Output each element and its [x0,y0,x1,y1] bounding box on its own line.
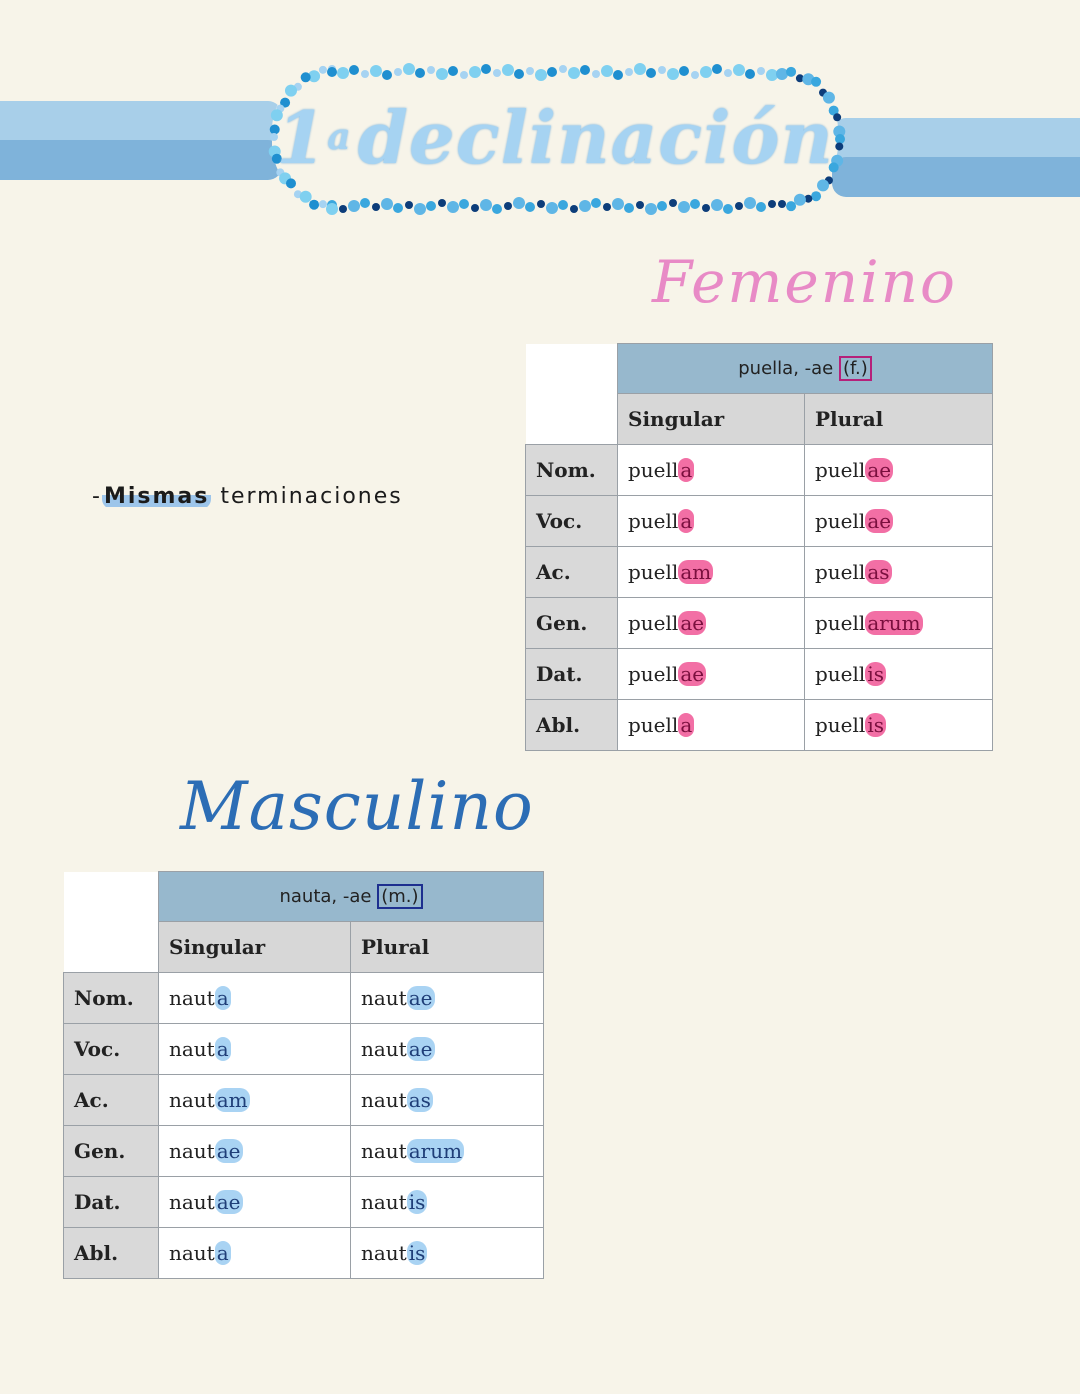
ending-highlight: ae [408,1037,433,1061]
word-stem: puell [815,458,866,482]
word-stem: puell [628,509,679,533]
plural-form [805,700,993,751]
plural-form [351,1228,544,1279]
ending-highlight: arum [408,1139,463,1163]
bead-dot [570,205,578,213]
lemma-header [159,872,544,922]
bead-dot [393,203,403,213]
singular-form [159,1228,351,1279]
bead-dot [723,204,733,214]
case-label: Voc. [526,496,618,547]
word-stem: naut [361,986,407,1010]
plural-form [351,1126,544,1177]
ending-highlight: is [867,713,884,737]
ending-highlight: as [408,1088,431,1112]
gender-tag: (m.) [377,884,422,909]
bead-dot [702,204,710,212]
word-stem: puell [628,611,679,635]
plural-form [351,1024,544,1075]
column-header-singular: Singular [159,922,351,973]
word-stem: naut [361,1190,407,1214]
word-stem: puell [815,611,866,635]
ending-highlight: ae [680,611,705,635]
endings-note [92,484,403,509]
bead-dot [326,203,338,215]
lemma-header [618,344,993,394]
word-stem: naut [169,1088,215,1112]
ending-highlight: a [216,1241,229,1265]
case-label: Ac. [526,547,618,598]
title-ordinal-suffix: a [327,116,352,158]
table-row [64,1075,544,1126]
title-text: declinación [357,94,834,180]
bead-dot [492,204,502,214]
word-stem: naut [169,1241,215,1265]
banner-right-light [832,118,1080,158]
table-row [64,1228,544,1279]
case-label: Ac. [64,1075,159,1126]
word-stem: puell [628,458,679,482]
table-row [64,973,544,1024]
plural-form [805,445,993,496]
ending-highlight: is [867,662,884,686]
singular-form [618,700,805,751]
word-stem: puell [815,662,866,686]
table-row [64,1126,544,1177]
table-corner [64,872,159,973]
singular-form [618,445,805,496]
title-ordinal: 1 [276,94,328,180]
word-stem: puell [815,713,866,737]
table-row [526,649,993,700]
bead-dot [603,203,611,211]
word-stem: naut [169,1190,215,1214]
plural-form [351,973,544,1024]
bead-dot [645,203,657,215]
ending-highlight: a [680,509,693,533]
plural-form [805,496,993,547]
plural-form [351,1075,544,1126]
ending-highlight: arum [867,611,921,635]
singular-form [618,496,805,547]
singular-form [618,547,805,598]
table-row [526,496,993,547]
ending-highlight: am [680,560,712,584]
plural-form [805,547,993,598]
singular-form [618,598,805,649]
case-label: Dat. [64,1177,159,1228]
femenino-heading: Femenino [652,248,957,316]
case-label: Gen. [526,598,618,649]
ending-highlight: is [408,1190,426,1214]
note-highlight: Mismas [103,484,210,509]
singular-form [159,1126,351,1177]
word-stem: puell [628,560,679,584]
word-stem: naut [361,1139,407,1163]
table-row [526,547,993,598]
word-stem: naut [169,986,215,1010]
ending-highlight: a [680,458,693,482]
table-row [526,445,993,496]
ending-highlight: ae [216,1139,241,1163]
ending-highlight: a [680,713,693,737]
table-row [526,700,993,751]
singular-form [159,1024,351,1075]
ending-highlight: ae [216,1190,241,1214]
masculino-heading: Masculino [180,768,534,845]
case-label: Abl. [64,1228,159,1279]
ending-highlight: am [216,1088,248,1112]
note-rest: terminaciones [211,484,403,509]
banner-left-light [0,101,282,141]
table-row [64,1024,544,1075]
note-prefix: - [92,484,102,509]
table-corner [526,344,618,445]
banner-right-dark [832,157,1080,197]
case-label: Abl. [526,700,618,751]
plural-form [805,649,993,700]
bead-dot [624,203,634,213]
case-label: Gen. [64,1126,159,1177]
ending-highlight: a [216,986,229,1010]
masculino-declension-table [63,871,544,1279]
ending-highlight: ae [680,662,705,686]
plural-form [351,1177,544,1228]
bead-dot [372,203,380,211]
column-header-singular: Singular [618,394,805,445]
bead-dot [414,203,426,215]
case-label: Voc. [64,1024,159,1075]
gender-tag: (f.) [839,356,872,381]
word-stem: puell [815,509,866,533]
word-stem: naut [361,1241,407,1265]
ending-highlight: ae [867,458,892,482]
word-stem: naut [361,1037,407,1061]
word-stem: puell [628,713,679,737]
case-label: Dat. [526,649,618,700]
plural-form [805,598,993,649]
lemma-text: nauta, -ae [279,886,372,907]
table-row [64,1177,544,1228]
ending-highlight: as [867,560,890,584]
bead-dot [339,205,347,213]
word-stem: puell [628,662,679,686]
case-label: Nom. [64,973,159,1024]
ending-highlight: is [408,1241,426,1265]
column-header-plural: Plural [805,394,993,445]
table-row [526,598,993,649]
word-stem: naut [361,1088,407,1112]
femenino-declension-table [525,343,993,751]
singular-form [159,1075,351,1126]
word-stem: naut [169,1139,215,1163]
ending-highlight: ae [408,986,433,1010]
ending-highlight: ae [867,509,892,533]
singular-form [159,973,351,1024]
banner-left-dark [0,140,282,180]
word-stem: puell [815,560,866,584]
lemma-text: puella, -ae [738,358,834,379]
bead-dot [471,204,479,212]
ending-highlight: a [216,1037,229,1061]
case-label: Nom. [526,445,618,496]
column-header-plural: Plural [351,922,544,973]
singular-form [618,649,805,700]
page-title [272,70,838,204]
singular-form [159,1177,351,1228]
word-stem: naut [169,1037,215,1061]
